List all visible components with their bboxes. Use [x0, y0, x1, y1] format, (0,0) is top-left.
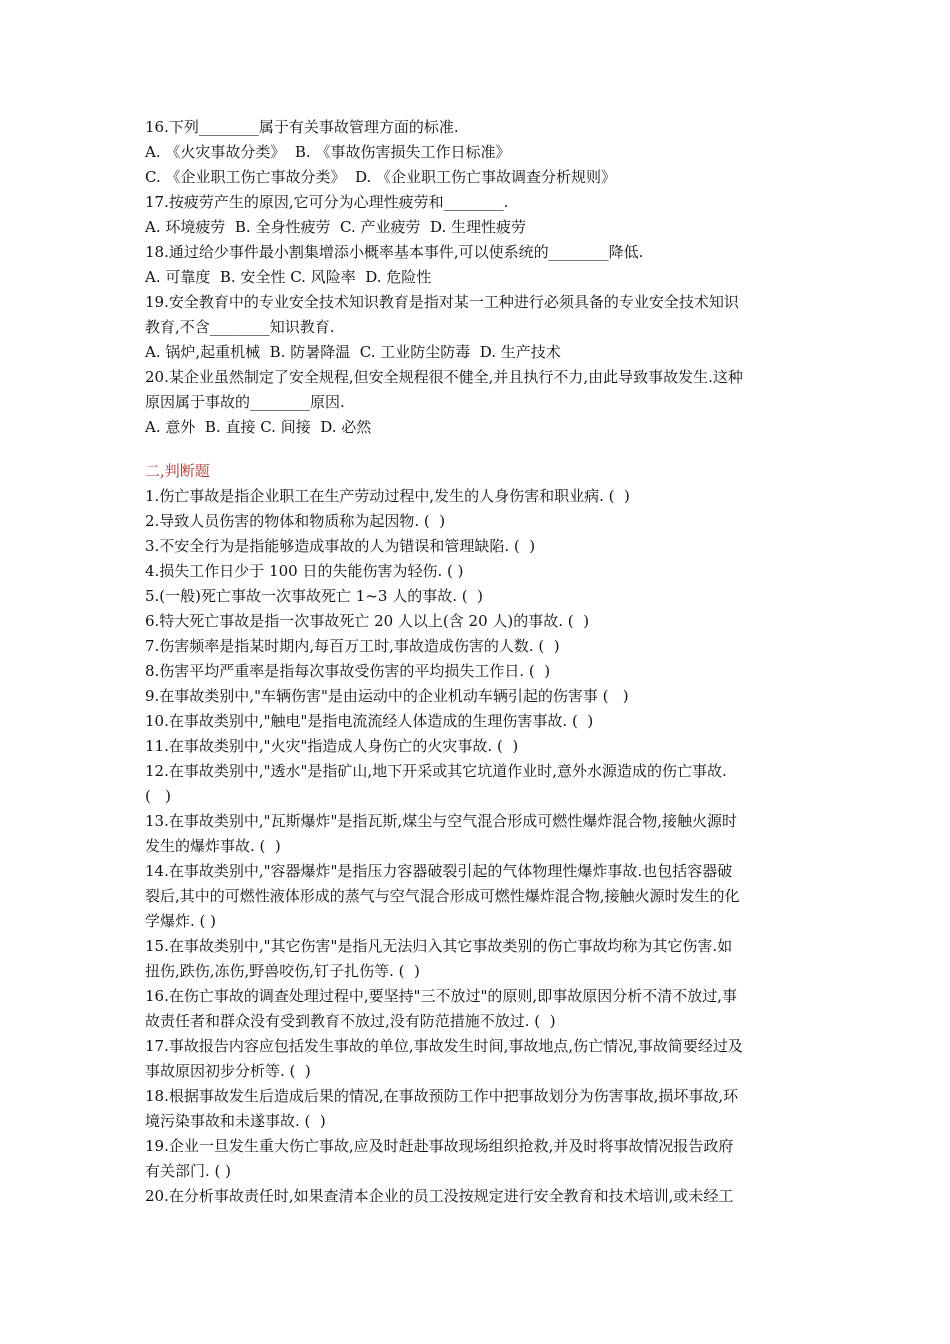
text-line: 3.不安全行为是指能够造成事故的人为错误和管理缺陷. ( )	[145, 537, 536, 555]
text-line: A. 环境疲劳 B. 全身性疲劳 C. 产业疲劳 D. 生理性疲劳	[145, 218, 527, 236]
text-line: 境污染事故和未遂事故. ( )	[145, 1112, 326, 1130]
text-line: 17.按疲劳产生的原因,它可分为心理性疲劳和________.	[145, 193, 509, 211]
text-line: 19.安全教育中的专业安全技术知识教育是指对某一工种进行必须具备的专业安全技术知识	[145, 293, 739, 311]
text-line: 16.下列________属于有关事故管理方面的标准.	[145, 118, 459, 136]
text-line: 有关部门. ( )	[145, 1162, 232, 1180]
text-line: 扭伤,跌伤,冻伤,野兽咬伤,钉子扎伤等. ( )	[145, 962, 420, 980]
text-line: 2.导致人员伤害的物体和物质称为起因物. ( )	[145, 512, 446, 530]
text-line: 11.在事故类别中,"火灾"指造成人身伤亡的火灾事故. ( )	[145, 737, 519, 755]
text-line: 19.企业一旦发生重大伤亡事故,应及时赶赴事故现场组织抢救,并及时将事故情况报告政府	[145, 1137, 734, 1155]
true-false-section	[145, 484, 815, 1209]
text-line: 16.在伤亡事故的调查处理过程中,要坚持"三不放过"的原则,即事故原因分析不清不放过,事	[145, 987, 737, 1005]
text-line: 14.在事故类别中,"容器爆炸"是指压力容器破裂引起的气体物理性爆炸事故.也包括容器破	[145, 862, 733, 880]
text-line: 9.在事故类别中,"车辆伤害"是由运动中的企业机动车辆引起的伤害事 ( )	[145, 687, 629, 705]
multiple-choice-section	[145, 115, 815, 440]
text-line: 事故原因初步分析等. ( )	[145, 1062, 311, 1080]
document-page	[145, 115, 815, 1209]
text-line: ( )	[145, 787, 172, 805]
text-line: 12.在事故类别中,"透水"是指矿山,地下开采或其它坑道作业时,意外水源造成的伤亡事故.	[145, 762, 727, 780]
text-line: 20.在分析事故责任时,如果查清本企业的员工没按规定进行安全教育和技术培训,或未经工	[145, 1187, 734, 1205]
text-line: 故责任者和群众没有受到教育不放过,没有防范措施不放过. ( )	[145, 1012, 556, 1030]
text-line: 20.某企业虽然制定了安全规程,但安全规程很不健全,并且执行不力,由此导致事故发生.这种	[145, 368, 743, 386]
text-line: 13.在事故类别中,"瓦斯爆炸"是指瓦斯,煤尘与空气混合形成可燃性爆炸混合物,接触火源时	[145, 812, 737, 830]
text-line: 1.伤亡事故是指企业职工在生产劳动过程中,发生的人身伤害和职业病. ( )	[145, 487, 630, 505]
text-line: 4.损失工作日少于 100 日的失能伤害为轻伤. ( )	[145, 562, 464, 580]
text-line: A. 意外 B. 直接 C. 间接 D. 必然	[145, 418, 372, 436]
text-line: C. 《企业职工伤亡事故分类》 D. 《企业职工伤亡事故调查分析规则》	[145, 168, 617, 186]
text-line: 裂后,其中的可燃性液体形成的蒸气与空气混合形成可燃性爆炸混合物,接触火源时发生的化	[145, 887, 740, 905]
text-line: 发生的爆炸事故. ( )	[145, 837, 281, 855]
section-title: 二,判断题	[145, 462, 210, 480]
text-line: 学爆炸. ( )	[145, 912, 217, 930]
text-line: 8.伤害平均严重率是指每次事故受伤害的平均损失工作日. ( )	[145, 662, 551, 680]
text-line: 原因属于事故的________原因.	[145, 393, 345, 411]
text-line: A. 锅炉,起重机械 B. 防暑降温 C. 工业防尘防毒 D. 生产技术	[145, 343, 561, 361]
text-line: 10.在事故类别中,"触电"是指电流流经人体造成的生理伤害事故. ( )	[145, 712, 594, 730]
text-line: 教育,不含________知识教育.	[145, 318, 335, 336]
text-line: 18.通过给少事件最小割集增添小概率基本事件,可以使系统的________降低.	[145, 243, 644, 261]
text-line: 17.事故报告内容应包括发生事故的单位,事故发生时间,事故地点,伤亡情况,事故简要经过及	[145, 1037, 743, 1055]
text-line: 7.伤害频率是指某时期内,每百万工时,事故造成伤害的人数. ( )	[145, 637, 560, 655]
text-line: 5.(一般)死亡事故一次事故死亡 1~3 人的事故. ( )	[145, 587, 483, 605]
text-line: A. 《火灾事故分类》 B. 《事故伤害损失工作日标准》	[145, 143, 511, 161]
text-line: 15.在事故类别中,"其它伤害"是指凡无法归入其它事故类别的伤亡事故均称为其它伤害.如	[145, 937, 733, 955]
text-line: 18.根据事故发生后造成后果的情况,在事故预防工作中把事故划分为伤害事故,损坏事故,环	[145, 1087, 739, 1105]
text-line: 6.特大死亡事故是指一次事故死亡 20 人以上(含 20 人)的事故. ( )	[145, 612, 590, 630]
text-line: A. 可靠度 B. 安全性 C. 风险率 D. 危险性	[145, 268, 432, 286]
